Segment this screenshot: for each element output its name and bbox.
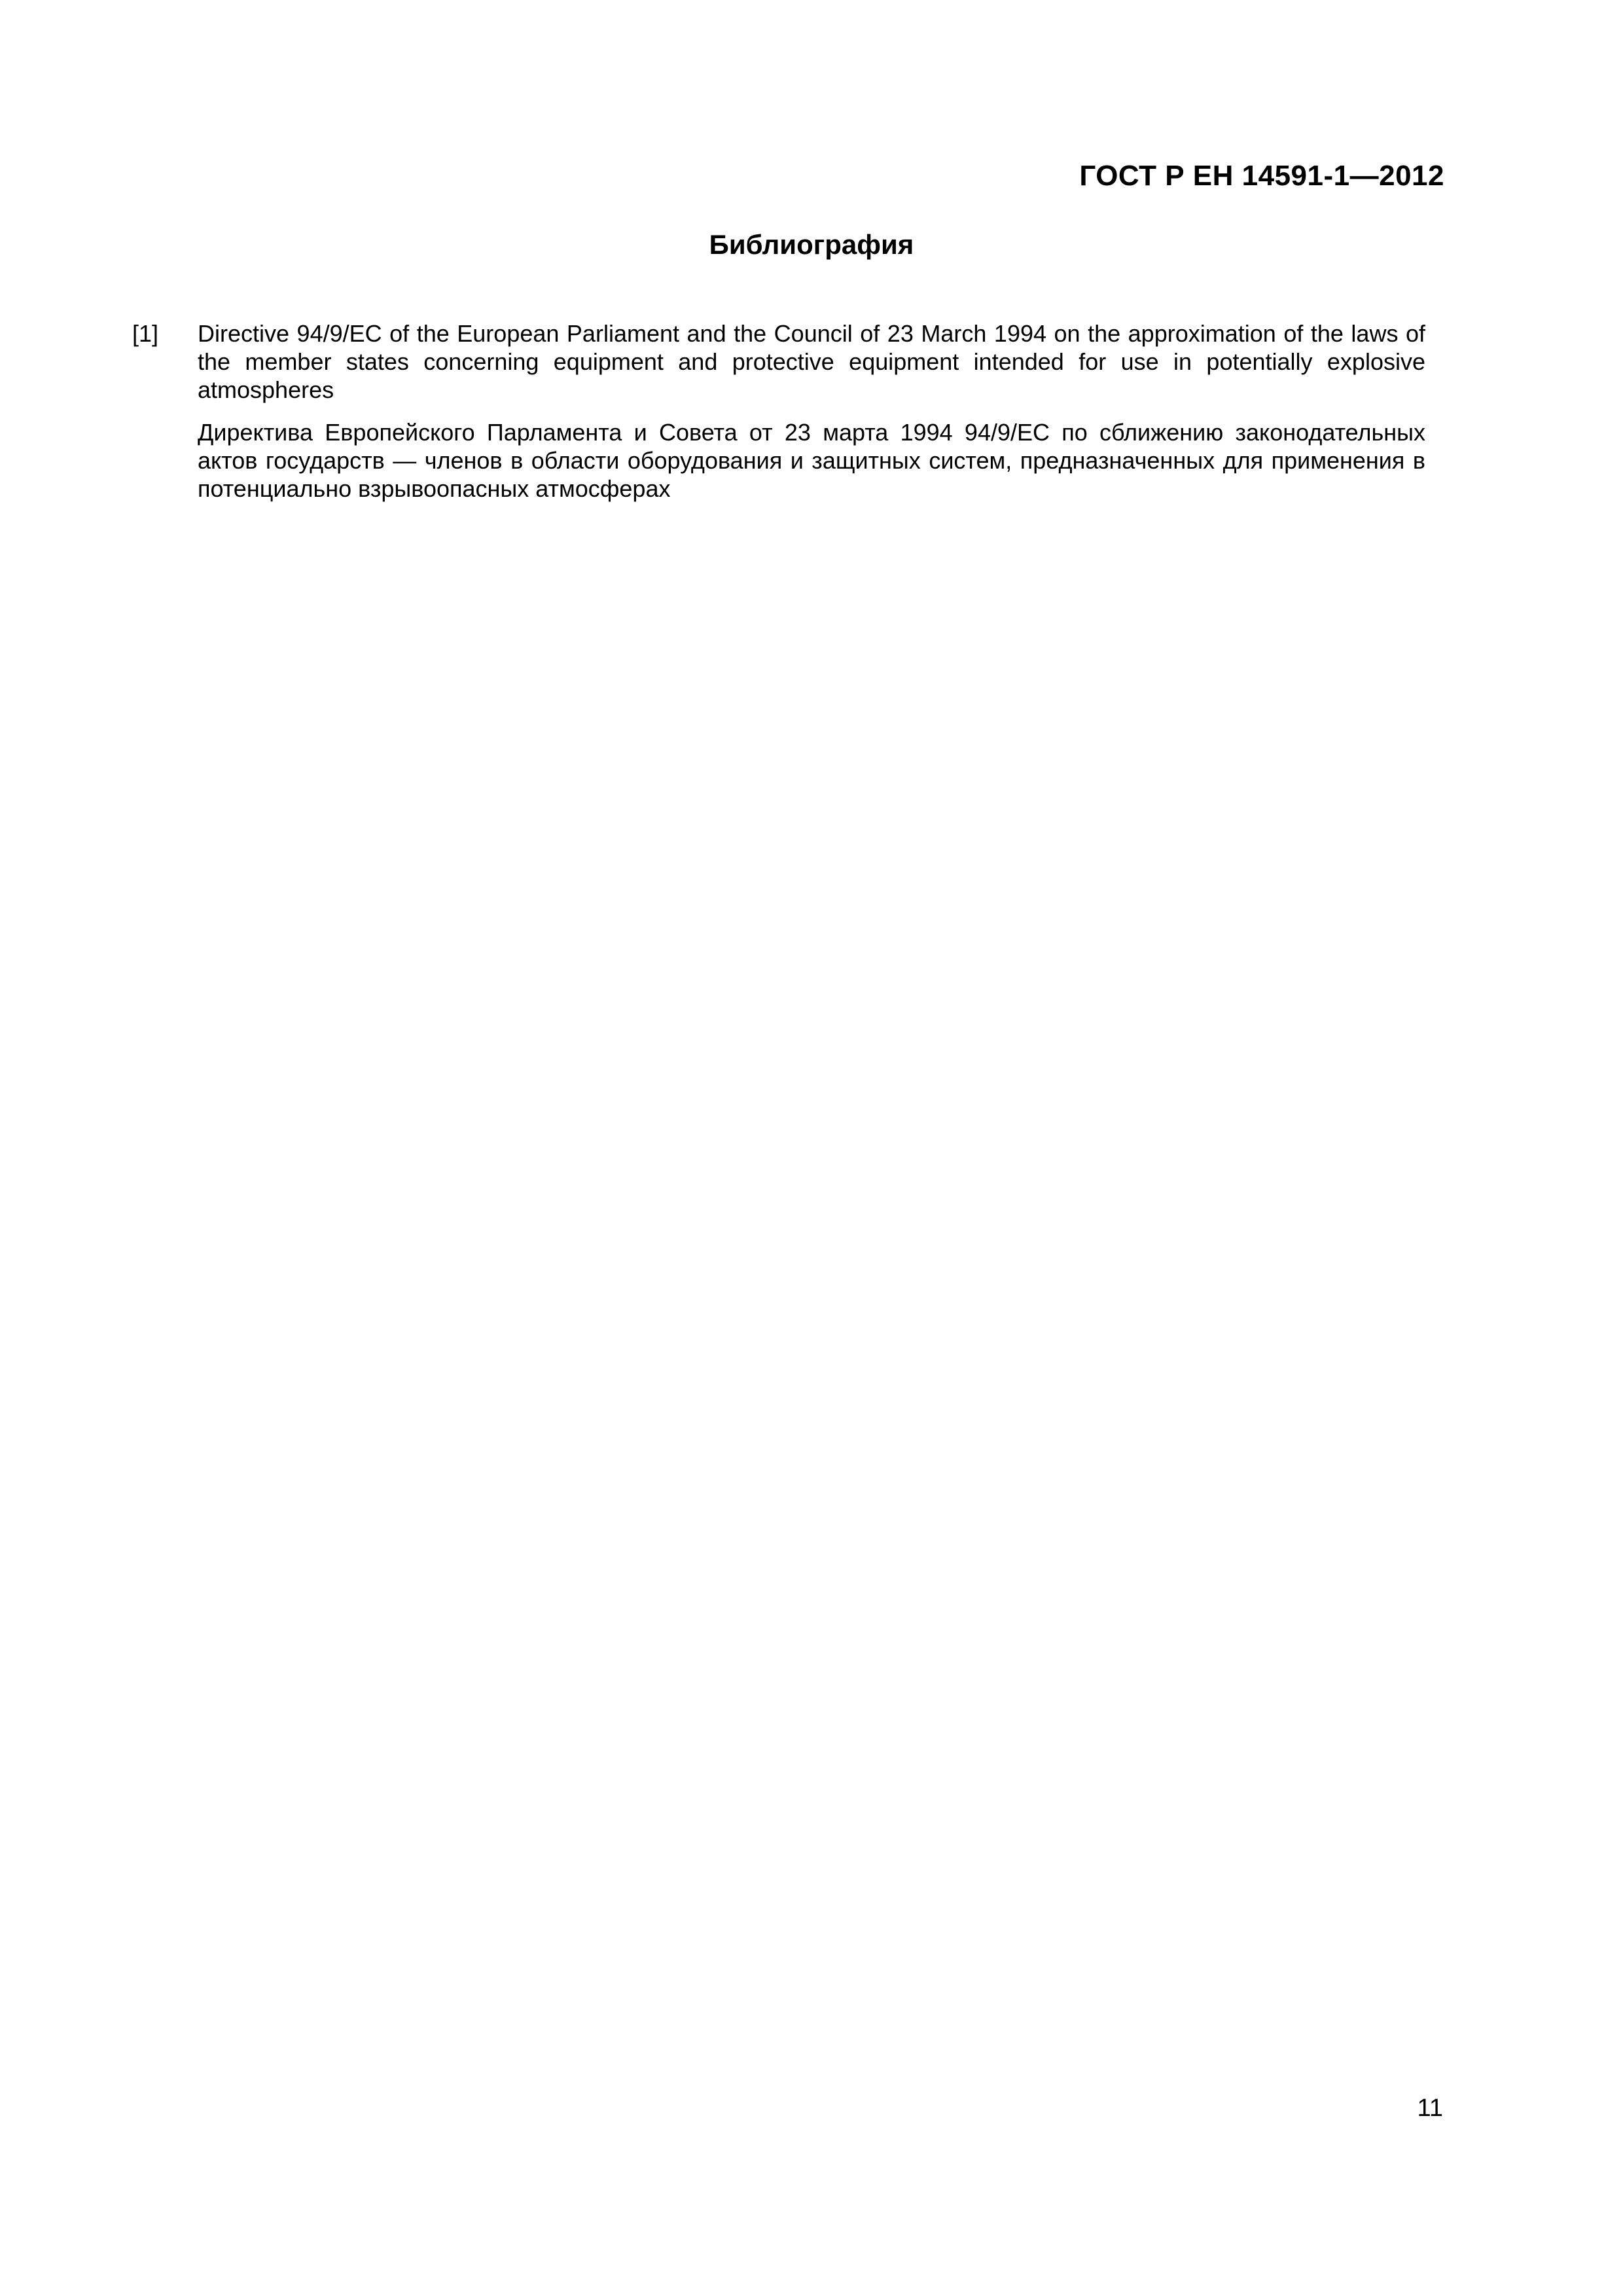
bibliography-entry-body: [198, 319, 1425, 503]
bibliography-entry: [132, 319, 1425, 503]
document-code: ГОСТ Р ЕН 14591-1—2012: [1079, 160, 1444, 192]
bibliography-entry-original: Directive 94/9/EC of the European Parliament and the Council of 23 March 1994 on the approximation of the laws of the member states concerning equipment and protective equipment intended for use in potentially explosive atmospheres: [198, 320, 1425, 403]
page-number: 11: [1417, 2094, 1443, 2122]
bibliography-entry-translation: Директива Европейского Парламента и Совета от 23 марта 1994 94/9/ЕС по сближению законодательных актов государств — членов в области оборудования и защитных систем, предназначенных для применения в потенциально взрывоопасных атмосферах: [198, 419, 1425, 502]
section-title: Библиография: [709, 229, 914, 260]
bibliography-entry-number: [1]: [132, 320, 159, 347]
bibliography-list: [132, 319, 1425, 503]
